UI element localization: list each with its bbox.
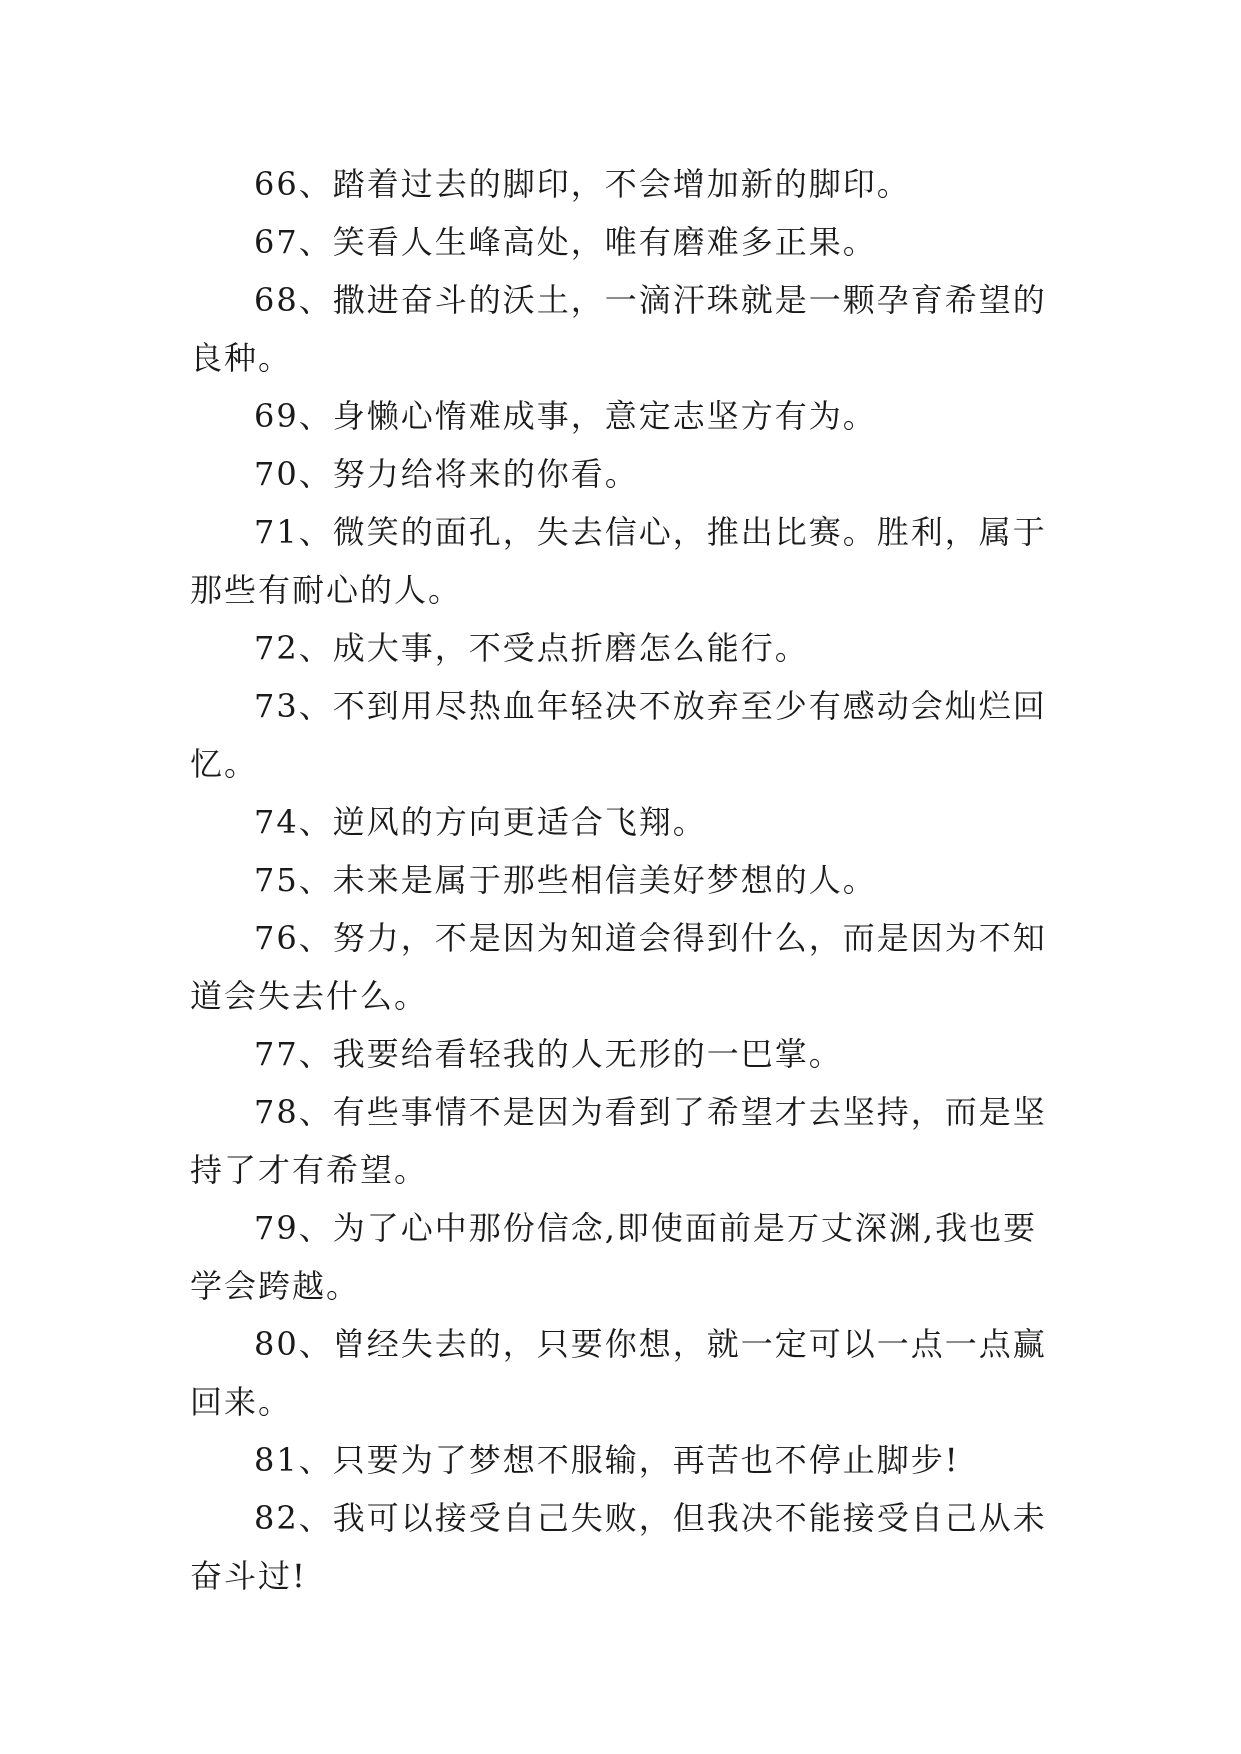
paragraph: 74、逆风的方向更适合飞翔。 xyxy=(254,803,707,841)
paragraph: 80、曾经失去的，只要你想，就一定可以一点一点赢回来。 xyxy=(190,1325,1047,1421)
paragraph: 67、笑看人生峰高处，唯有磨难多正果。 xyxy=(254,223,877,261)
paragraph: 69、身懒心惰难成事，意定志坚方有为。 xyxy=(254,397,877,435)
paragraph: 77、我要给看轻我的人无形的一巴掌。 xyxy=(254,1035,843,1073)
paragraph: 76、努力，不是因为知道会得到什么，而是因为不知道会失去什么。 xyxy=(190,919,1047,1015)
paragraph: 72、成大事，不受点折磨怎么能行。 xyxy=(254,629,809,667)
document-body xyxy=(190,155,1050,1605)
paragraph: 82、我可以接受自己失败，但我决不能接受自己从未奋斗过! xyxy=(190,1499,1047,1595)
paragraph: 68、撒进奋斗的沃土，一滴汗珠就是一颗孕育希望的良种。 xyxy=(190,281,1047,377)
paragraph: 66、踏着过去的脚印，不会增加新的脚印。 xyxy=(254,165,911,203)
paragraph: 75、未来是属于那些相信美好梦想的人。 xyxy=(254,861,877,899)
paragraph: 81、只要为了梦想不服输，再苦也不停止脚步! xyxy=(254,1441,960,1479)
paragraph: 70、努力给将来的你看。 xyxy=(254,455,639,493)
paragraph: 73、不到用尽热血年轻决不放弃至少有感动会灿烂回忆。 xyxy=(190,687,1047,783)
paragraph: 78、有些事情不是因为看到了希望才去坚持，而是坚持了才有希望。 xyxy=(190,1093,1047,1189)
paragraph: 71、微笑的面孔，失去信心，推出比赛。胜利，属于那些有耐心的人。 xyxy=(190,513,1047,609)
paragraph: 79、为了心中那份信念,即使面前是万丈深渊,我也要学会跨越。 xyxy=(190,1209,1038,1305)
